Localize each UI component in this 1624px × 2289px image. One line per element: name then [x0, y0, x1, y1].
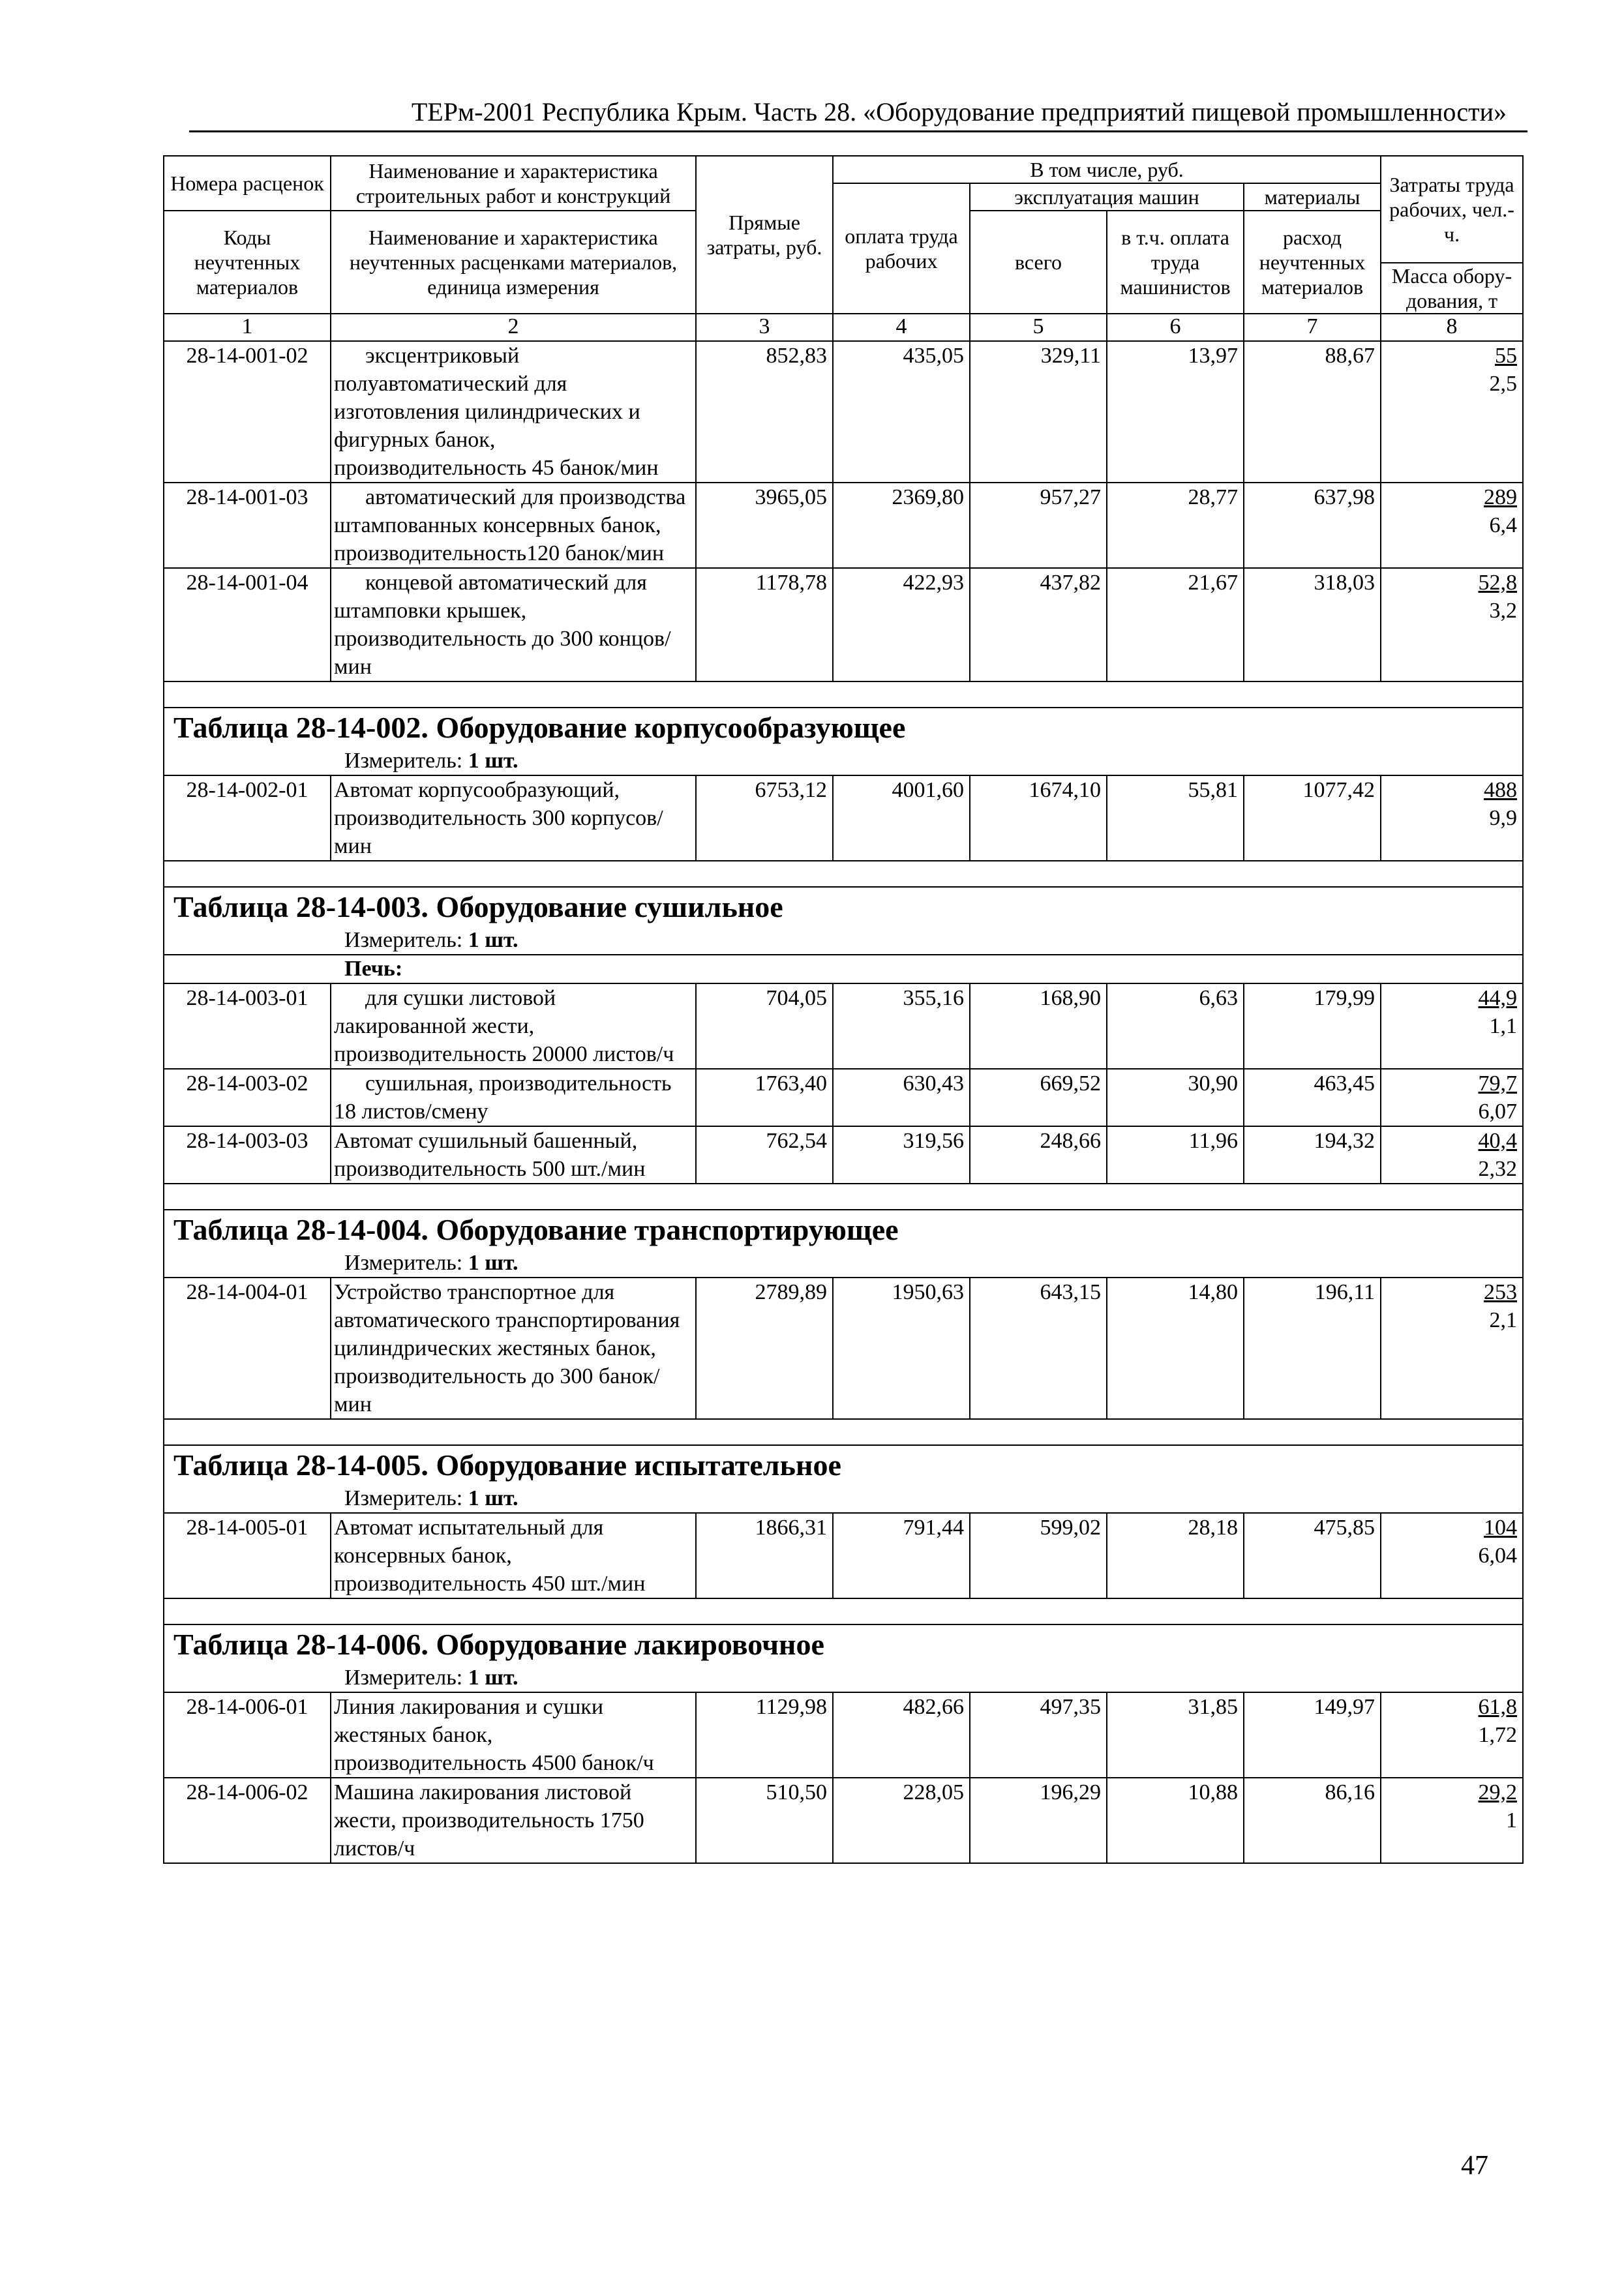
direct-costs: 762,54 — [696, 1126, 833, 1184]
unit-value: 1 шт. — [468, 749, 519, 773]
unit-of-measure — [164, 927, 1523, 955]
rate-code: 28-14-003-03 — [164, 1126, 331, 1184]
rate-code: 28-14-006-01 — [164, 1692, 331, 1778]
labor-hours: 29,2 — [1478, 1780, 1518, 1804]
machines-total: 599,02 — [970, 1513, 1107, 1598]
unit-row — [164, 1664, 1523, 1692]
labor-and-mass — [1381, 775, 1523, 861]
col-header-rate-numbers: Номера расценок — [164, 156, 331, 211]
section-title-row — [164, 1210, 1523, 1249]
unit-row — [164, 1485, 1523, 1513]
unit-value: 1 шт. — [468, 1251, 519, 1275]
group-title — [164, 955, 1523, 983]
col-number: 4 — [833, 314, 970, 341]
rate-code: 28-14-006-02 — [164, 1778, 331, 1863]
direct-costs: 1178,78 — [696, 568, 833, 681]
work-name-text: Автомат сушильный башенный, производительность 500 шт./мин — [334, 1129, 646, 1181]
materials-cost: 463,45 — [1244, 1069, 1381, 1126]
table-row — [164, 1778, 1523, 1863]
labor-pay: 1950,63 — [833, 1278, 970, 1419]
equipment-mass: 2,1 — [1489, 1308, 1518, 1332]
unit-value: 1 шт. — [468, 1486, 519, 1510]
col-header-work-name: Наименование и характеристика строительных работ и конструкций — [331, 156, 696, 211]
equipment-mass: 6,07 — [1478, 1100, 1518, 1124]
table-row — [164, 775, 1523, 861]
header-rule — [189, 130, 1527, 132]
work-name — [331, 1692, 696, 1778]
work-name-text: концевой автоматический для штамповки крышек, производительность до 300 концов/мин — [334, 571, 671, 679]
col-header-labor-pay: оплата труда рабочих — [833, 183, 970, 314]
unit-label: Измеритель: — [344, 1486, 463, 1510]
materials-cost: 196,11 — [1244, 1278, 1381, 1419]
unit-label: Измеритель: — [344, 928, 463, 952]
rate-code: 28-14-001-03 — [164, 483, 331, 568]
unit-row — [164, 1249, 1523, 1278]
work-name-text: Автомат испытательный для консервных банок, производительность 450 шт./мин — [334, 1516, 646, 1596]
section-title: Таблица 28-14-005. Оборудование испытательное — [164, 1445, 1523, 1485]
labor-pay: 2369,80 — [833, 483, 970, 568]
equipment-mass: 3,2 — [1489, 599, 1518, 623]
work-name — [331, 1069, 696, 1126]
rate-code: 28-14-004-01 — [164, 1278, 331, 1419]
machinists-pay: 14,80 — [1107, 1278, 1244, 1419]
col-header-mass: Масса обору-дования, т — [1381, 263, 1523, 314]
unit-value: 1 шт. — [468, 928, 519, 952]
direct-costs: 6753,12 — [696, 775, 833, 861]
section-title: Таблица 28-14-006. Оборудование лакировочное — [164, 1624, 1523, 1664]
col-header-material-names: Наименование и характеристика неучтенных расценками материалов, единица измерения — [331, 211, 696, 314]
labor-hours: 40,4 — [1478, 1129, 1518, 1153]
col-header-unaccounted-materials: расход неучтенных материалов — [1244, 211, 1381, 314]
table-row — [164, 568, 1523, 681]
materials-cost: 88,67 — [1244, 341, 1381, 483]
work-name-text: автоматический для производства штампованных консервных банок, производительность120 банок/мин — [334, 485, 686, 565]
unit-of-measure — [164, 1664, 1523, 1692]
machines-total: 957,27 — [970, 483, 1107, 568]
work-name — [331, 1126, 696, 1184]
materials-cost: 179,99 — [1244, 983, 1381, 1069]
machines-total: 168,90 — [970, 983, 1107, 1069]
work-name-text: эксцентриковый полуавтоматический для изготовления цилиндрических и фигурных банок, производительность 45 банок/мин — [334, 344, 659, 480]
col-header-direct-costs: Прямые затраты, руб. — [696, 156, 833, 314]
col-header-including: В том числе, руб. — [833, 156, 1381, 183]
work-name-text: Линия лакирования и сушки жестяных банок, производительность 4500 банок/ч — [334, 1695, 654, 1775]
col-header-machines-total: всего — [970, 211, 1107, 314]
work-name-text: для сушки листовой лакированной жести, производительность 20000 листов/ч — [334, 986, 674, 1066]
section-title: Таблица 28-14-002. Оборудование корпусообразующее — [164, 708, 1523, 747]
labor-pay: 319,56 — [833, 1126, 970, 1184]
col-number: 8 — [1381, 314, 1523, 341]
col-number: 2 — [331, 314, 696, 341]
labor-hours: 55 — [1495, 344, 1518, 368]
labor-pay: 355,16 — [833, 983, 970, 1069]
unit-value: 1 шт. — [468, 1666, 519, 1690]
materials-cost: 318,03 — [1244, 568, 1381, 681]
rate-code: 28-14-001-04 — [164, 568, 331, 681]
machinists-pay: 28,18 — [1107, 1513, 1244, 1598]
table-row — [164, 1278, 1523, 1419]
section-spacer — [164, 681, 1523, 708]
work-name-text: Автомат корпусообразующий, производительность 300 корпусов/мин — [334, 778, 663, 858]
unit-label: Измеритель: — [344, 1251, 463, 1275]
col-header-labor-hours: Затраты труда рабочих, чел.-ч. — [1381, 156, 1523, 263]
unit-row — [164, 747, 1523, 775]
direct-costs: 1866,31 — [696, 1513, 833, 1598]
labor-pay: 228,05 — [833, 1778, 970, 1863]
equipment-mass: 1 — [1506, 1808, 1518, 1833]
table-row — [164, 983, 1523, 1069]
section-title: Таблица 28-14-003. Оборудование сушильное — [164, 887, 1523, 927]
machinists-pay: 10,88 — [1107, 1778, 1244, 1863]
page-number: 47 — [1461, 2151, 1488, 2181]
table-row — [164, 483, 1523, 568]
work-name — [331, 775, 696, 861]
col-header-materials-group: материалы — [1244, 183, 1381, 211]
materials-cost: 194,32 — [1244, 1126, 1381, 1184]
labor-and-mass — [1381, 483, 1523, 568]
work-name — [331, 983, 696, 1069]
unit-of-measure — [164, 1249, 1523, 1278]
rate-code: 28-14-001-02 — [164, 341, 331, 483]
spacer-cell — [164, 1598, 1523, 1624]
machinists-pay: 13,97 — [1107, 341, 1244, 483]
unit-label: Измеритель: — [344, 749, 463, 773]
spacer-cell — [164, 1184, 1523, 1210]
equipment-mass: 6,04 — [1478, 1544, 1518, 1568]
work-name — [331, 341, 696, 483]
table-row — [164, 1513, 1523, 1598]
column-numbers-row — [164, 314, 1523, 341]
section-title-row — [164, 887, 1523, 927]
machinists-pay: 6,63 — [1107, 983, 1244, 1069]
work-name — [331, 483, 696, 568]
equipment-mass: 6,4 — [1489, 513, 1518, 537]
labor-hours: 289 — [1484, 485, 1518, 509]
rate-code: 28-14-005-01 — [164, 1513, 331, 1598]
machines-total: 248,66 — [970, 1126, 1107, 1184]
spacer-cell — [164, 861, 1523, 887]
labor-pay: 435,05 — [833, 341, 970, 483]
labor-and-mass — [1381, 1069, 1523, 1126]
machinists-pay: 55,81 — [1107, 775, 1244, 861]
machinists-pay: 28,77 — [1107, 483, 1244, 568]
labor-pay: 791,44 — [833, 1513, 970, 1598]
materials-cost: 637,98 — [1244, 483, 1381, 568]
labor-pay: 630,43 — [833, 1069, 970, 1126]
labor-and-mass — [1381, 341, 1523, 483]
section-spacer — [164, 1184, 1523, 1210]
direct-costs: 852,83 — [696, 341, 833, 483]
header-row-1 — [164, 156, 1523, 183]
machines-total: 196,29 — [970, 1778, 1107, 1863]
machinists-pay: 11,96 — [1107, 1126, 1244, 1184]
direct-costs: 3965,05 — [696, 483, 833, 568]
unit-label: Измеритель: — [344, 1666, 463, 1690]
col-number: 3 — [696, 314, 833, 341]
unit-of-measure — [164, 747, 1523, 775]
machines-total: 1674,10 — [970, 775, 1107, 861]
labor-and-mass — [1381, 1692, 1523, 1778]
table-row — [164, 1069, 1523, 1126]
running-title: ТЕРм-2001 Республика Крым. Часть 28. «Оборудование предприятий пищевой промышленности» — [411, 97, 1507, 127]
table-row — [164, 1692, 1523, 1778]
materials-cost: 475,85 — [1244, 1513, 1381, 1598]
machines-total: 329,11 — [970, 341, 1107, 483]
section-title-row — [164, 1624, 1523, 1664]
labor-hours: 44,9 — [1478, 986, 1518, 1010]
machinists-pay: 21,67 — [1107, 568, 1244, 681]
col-number: 1 — [164, 314, 331, 341]
group-row — [164, 955, 1523, 983]
labor-hours: 488 — [1484, 778, 1518, 802]
direct-costs: 704,05 — [696, 983, 833, 1069]
direct-costs: 1129,98 — [696, 1692, 833, 1778]
labor-hours: 79,7 — [1478, 1071, 1518, 1096]
labor-pay: 422,93 — [833, 568, 970, 681]
section-title-row — [164, 1445, 1523, 1485]
col-number: 5 — [970, 314, 1107, 341]
section-spacer — [164, 1419, 1523, 1445]
price-table — [163, 155, 1524, 1864]
equipment-mass: 9,9 — [1489, 806, 1518, 830]
labor-pay: 4001,60 — [833, 775, 970, 861]
col-header-machinists-pay: в т.ч. оплата труда машинистов — [1107, 211, 1244, 314]
rate-code: 28-14-003-01 — [164, 983, 331, 1069]
col-number: 7 — [1244, 314, 1381, 341]
equipment-mass: 1,72 — [1478, 1723, 1518, 1747]
labor-and-mass — [1381, 1778, 1523, 1863]
materials-cost: 1077,42 — [1244, 775, 1381, 861]
rate-code: 28-14-003-02 — [164, 1069, 331, 1126]
section-title-row — [164, 708, 1523, 747]
section-title: Таблица 28-14-004. Оборудование транспортирующее — [164, 1210, 1523, 1249]
labor-and-mass — [1381, 568, 1523, 681]
labor-hours: 61,8 — [1478, 1695, 1518, 1719]
work-name — [331, 1513, 696, 1598]
machinists-pay: 30,90 — [1107, 1069, 1244, 1126]
labor-and-mass — [1381, 1278, 1523, 1419]
machines-total: 669,52 — [970, 1069, 1107, 1126]
machines-total: 643,15 — [970, 1278, 1107, 1419]
work-name-text: Машина лакирования листовой жести, производительность 1750 листов/ч — [334, 1780, 644, 1861]
labor-hours: 52,8 — [1478, 571, 1518, 595]
work-name — [331, 1778, 696, 1863]
spacer-cell — [164, 1419, 1523, 1445]
col-number: 6 — [1107, 314, 1244, 341]
labor-hours: 253 — [1484, 1280, 1518, 1304]
equipment-mass: 2,32 — [1478, 1157, 1518, 1181]
table-row — [164, 341, 1523, 483]
group-label: Печь: — [344, 957, 403, 981]
work-name — [331, 568, 696, 681]
equipment-mass: 1,1 — [1489, 1014, 1518, 1038]
machinists-pay: 31,85 — [1107, 1692, 1244, 1778]
equipment-mass: 2,5 — [1489, 372, 1518, 396]
direct-costs: 1763,40 — [696, 1069, 833, 1126]
machines-total: 497,35 — [970, 1692, 1107, 1778]
materials-cost: 149,97 — [1244, 1692, 1381, 1778]
materials-cost: 86,16 — [1244, 1778, 1381, 1863]
unit-row — [164, 927, 1523, 955]
work-name-text: Устройство транспортное для автоматического транспортирования цилиндрических жестяных банок, производительность до 300 банок/мин — [334, 1280, 680, 1416]
labor-pay: 482,66 — [833, 1692, 970, 1778]
section-spacer — [164, 861, 1523, 887]
labor-and-mass — [1381, 1126, 1523, 1184]
unit-of-measure — [164, 1485, 1523, 1513]
spacer-cell — [164, 681, 1523, 708]
col-header-machines: эксплуатация машин — [970, 183, 1244, 211]
section-spacer — [164, 1598, 1523, 1624]
machines-total: 437,82 — [970, 568, 1107, 681]
col-header-material-codes: Коды неучтенных материалов — [164, 211, 331, 314]
labor-and-mass — [1381, 983, 1523, 1069]
direct-costs: 510,50 — [696, 1778, 833, 1863]
labor-and-mass — [1381, 1513, 1523, 1598]
labor-hours: 104 — [1484, 1516, 1518, 1540]
table-row — [164, 1126, 1523, 1184]
work-name-text: сушильная, производительность 18 листов/смену — [334, 1071, 672, 1124]
work-name — [331, 1278, 696, 1419]
direct-costs: 2789,89 — [696, 1278, 833, 1419]
rate-code: 28-14-002-01 — [164, 775, 331, 861]
